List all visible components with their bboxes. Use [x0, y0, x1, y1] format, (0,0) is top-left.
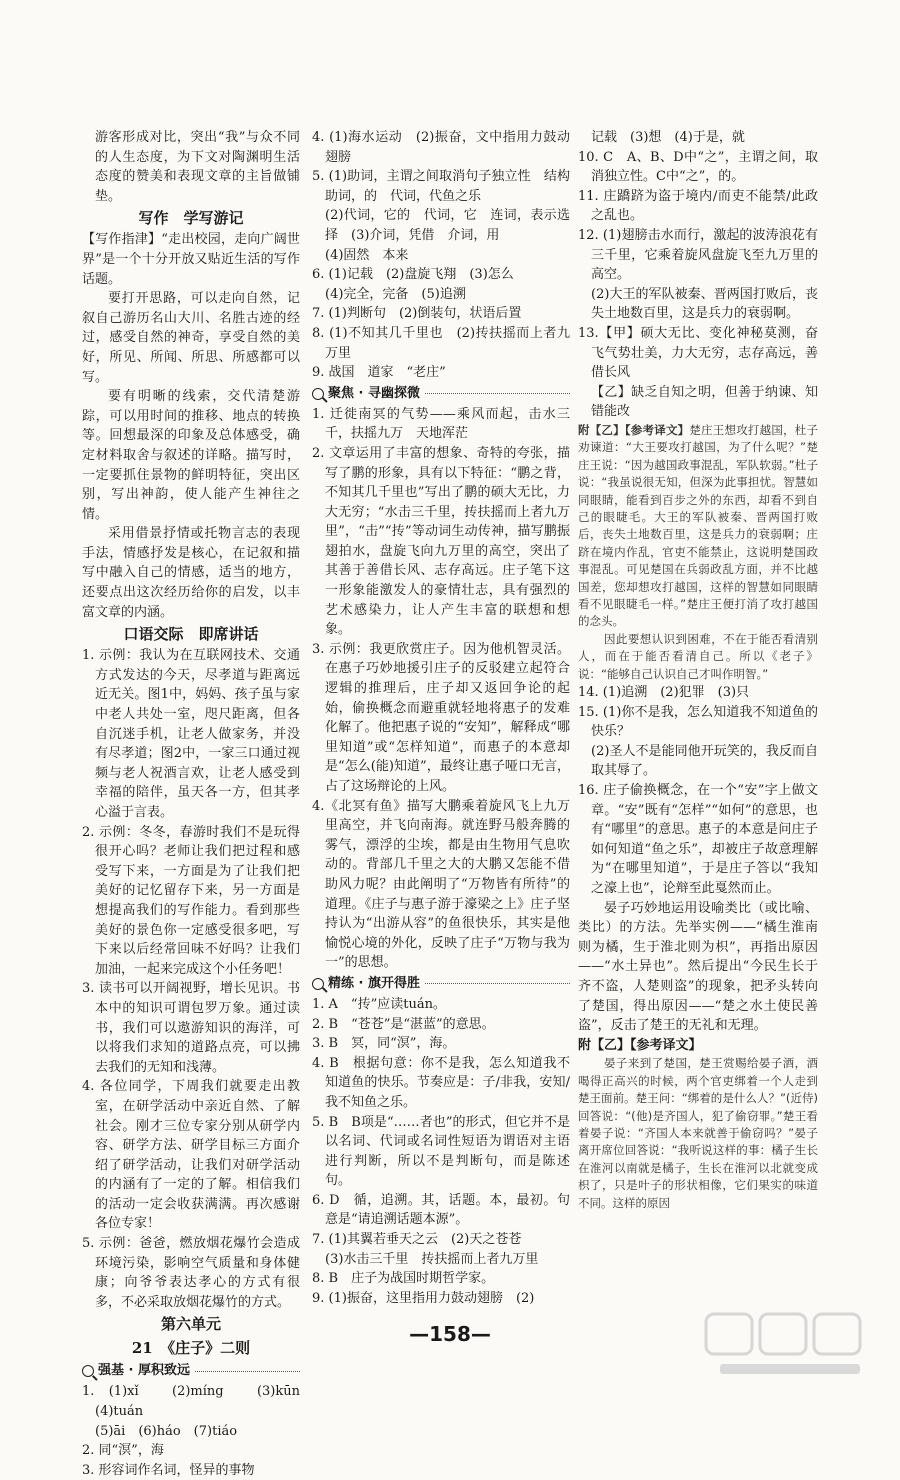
- unit-heading: 第六单元: [160, 1315, 221, 1334]
- answer-item: 4. B 根据句意：你不是我，怎么知道我不知道鱼的快乐。节奏应是：子/非我，安知/我不知鱼之乐。: [312, 1055, 570, 1110]
- magnifier-icon: [312, 388, 324, 400]
- answer-item: 晏子巧妙地运用设喻类比（或比喻、类比）的方法。先举实例——“橘生淮南则为橘，生于淮北则为枳”，再指出原因——“水土异也”。然后提出“今民生长于齐不盗，人楚则盗”的现象，把矛头转向了楚国，得出原因——“楚之水土使民善盗”，反击了楚王的无礼和无理。: [578, 900, 818, 1034]
- answer-item: 10. C A、B、D中“之”，主谓之间，取消独立性。C中“之”，的。: [578, 149, 818, 185]
- answer-item: 9. (1)振奋，这里指用力鼓动翅膀 (2): [312, 1290, 535, 1306]
- answer-item: 4.《北冥有鱼》描写大鹏乘着旋风飞上九万里高空，并飞向南海。就连野马般奔腾的雾气，漂浮的尘埃，都是由生物用气息吹动的。背部几千里之大的大鹏又怎能不借助风力呢？由此阐明了“万物皆有所待”的道理。《庄子与惠子游于濠梁之上》庄子坚持认为“出游从容”的鱼很快乐，其实是他愉悦心境的外化，反映了庄子“万物与我为一”的思想。: [312, 798, 570, 971]
- answer-item: 1. (1)xǐ (2)míng (3)kūn (4)tuán: [82, 1384, 314, 1420]
- section-heading-oral: 口语交际 即席讲话: [123, 625, 259, 644]
- answer-item: 1. 迁徙南冥的气势——乘风而起，击水三千，扶摇九万 天地浑茫: [312, 406, 570, 442]
- translation-label: 附【乙】【参考译文】: [578, 1037, 702, 1053]
- answer-item: (4)固然 本来: [325, 247, 409, 263]
- column-middle: [312, 128, 570, 1308]
- answer-item: 4. (1)海水运动 (2)振奋，文中指用力鼓动翅膀: [312, 130, 570, 165]
- magnifier-icon: [312, 978, 324, 990]
- section-label: 强基 · 厚积致远: [82, 1361, 300, 1381]
- page-number: —158—: [409, 1322, 491, 1346]
- answer-item: 5. (1)助词，主谓之间取消句子独立性 结构助词，的 代词，代鱼之乐: [312, 169, 570, 204]
- writing-paragraph: 要有明晰的线索，交代清楚游踪，可以用时间的推移、地点的转换等。回想最深的印象及总体感受，确定材料取舍与叙述的详略。描写时，一定要抓住景物的鲜明特征，突出区别，写出神韵，使人能产生神往之情。: [82, 389, 300, 522]
- answer-item: 7. (1)判断句 (2)倒装句，状语后置: [312, 306, 522, 322]
- oral-answer: 4. 各位同学，下周我们就要走出教室，在研学活动中亲近自然、了解社会。刚才三位专家分别从研学内容、研学方法、研学目标三方面介绍了研学活动，让我们对研学活动的内涵有了一定的了解。相信我们的活动一定会收获满满。再次感谢各位专家！: [82, 1079, 300, 1232]
- answer-item: (2)代词，它的 代词，它 连词，表示选择 (3)介词，凭借 介词，用: [325, 208, 570, 243]
- column-left: [82, 128, 314, 1480]
- answer-item: 9. 战国 道家 “老庄”: [312, 365, 446, 381]
- translation-text: 附【乙】【参考译文】楚庄王想攻打越国，杜子劝谏道：“大王要攻打越国，为了什么呢？”楚庄王说：“因为越国政事混乱，军队软弱。”杜子说：“我虽说很无知，但深为此事担忧。智慧如同眼睛，能看到百步之外的东西，却看不到自己的眼睫毛。大王的军队被秦、晋两国打败后，丧失土地数百里，这是兵力的衰弱啊；庄跻在境内作乱，官吏不能禁止，这说明楚国政事混乱。可见楚国在兵弱政乱方面，并不比越国差，您却想攻打越国，这样的智慧如同眼睛看不见眼睫毛一样。”楚庄王便打消了攻打越国的念头。: [578, 422, 818, 629]
- answer-item: 12. (1)翅膀击水而行，激起的波涛浪花有三千里，它乘着旋风盘旋飞至九万里的高空。: [578, 227, 818, 283]
- answer-item: 3. 示例：我更欣赏庄子。因为他机智灵活。在惠子巧妙地援引庄子的反驳建立起符合逻辑的推理后，庄子却又返回争论的起始，偷换概念而避重就轻地将惠子的发难化解了。他把惠子说的“安知”，解释成“哪里知道”或“怎样知道”，而惠子的本意却是“怎么(能)知道”，最终让惠子哑口无言，占了这场辩论的上风。: [312, 641, 570, 794]
- section-label: 精练 · 旗开得胜: [312, 974, 570, 994]
- writing-paragraph: 采用借景抒情或托物言志的表现手法，情感抒发是核心，在记叙和描写中融入自己的情感，适当的地方，还要点出这次经历给你的启发，以丰富文章的内涵。: [82, 526, 300, 620]
- answer-item: (4)完全，完备 (5)追溯: [325, 286, 466, 302]
- answer-item: (3)水击三千里 抟扶摇而上者九万里: [325, 1251, 539, 1267]
- answer-text: 游客形成对比，突出“我”与众不同的人生态度，为下文对陶渊明生活态度的赞美和表现文章的主旨做铺垫。: [95, 130, 300, 204]
- column-right: [578, 128, 818, 1212]
- watermark-logo: [700, 1308, 880, 1382]
- section-heading-writing: 写作 学写游记: [138, 209, 244, 228]
- answer-item: 13.【甲】硕大无比、变化神秘莫测，奋飞气势壮美，力大无穷，志存高远，善借长风: [578, 325, 818, 381]
- answer-item: (2)圣人不是能同他开玩笑的，我反而自取其辱了。: [591, 743, 818, 779]
- magnifier-icon: [82, 1365, 94, 1377]
- answer-item: 14. (1)追溯 (2)犯罪 (3)只: [578, 685, 750, 700]
- answer-item: 7. (1)其翼若垂天之云 (2)天之苍苍: [312, 1232, 522, 1248]
- translation-label: 附【乙】【参考译文】: [578, 422, 690, 437]
- answer-item: (2)大王的军队被秦、晋两国打败后，丧失土地数百里，这是兵力的衰弱啊。: [591, 286, 818, 322]
- answer-item: 6. D 循，追溯。其，话题。本，最初。句意是“请追溯话题本源”。: [312, 1192, 570, 1228]
- answer-item: 【乙】缺乏自知之明，但善于纳谏、知错能改: [591, 384, 818, 420]
- translation-text: 晏子来到了楚国，楚王赏赐给晏子酒，酒喝得正高兴的时候，两个官吏绑着一个人走到楚王面前。楚王问：“绑着的是什么人？”(近侍)回答说：“(他)是齐国人，犯了偷窃罪。”楚王看着晏子说：“齐国人本来就善于偷窃吗？”晏子离开席位回答说：“我听说这样的事：橘子生长在淮河以南就是橘子，生长在淮河以北就变成枳了，只是叶子的形状相像，它们果实的味道不同。这样的原因: [578, 1056, 818, 1210]
- oral-answer: 5. 示例：爸爸，燃放烟花爆竹会造成环境污染，影响空气质量和身体健康；向爷爷表达孝心的方式有很多，不必采取放烟花爆竹的方式。: [82, 1236, 300, 1310]
- answer-item: 15. (1)你不是我，怎么知道我不知道鱼的快乐？: [578, 704, 818, 740]
- writing-paragraph: 要打开思路，可以走向自然，记叙自己游历名山大川、名胜古迹的经过，感受自然的神奇，享受自然的美好，所见、所闻、所思、所感都可以写。: [82, 291, 300, 385]
- writing-guide: 【写作指津】“走出校园，走向广阔世界”是一个十分开放又贴近生活的写作话题。: [82, 232, 300, 287]
- oral-answer: 1. 示例：我认为在互联网技术、交通方式发达的今天，尽孝道与距离远近无关。图1中，妈妈、孩子虽与家中老人共处一室，咫尺距离，但各自沉迷手机，让老人做家务，并没有尽孝道；图2中，一家三口通过视频与老人祝酒言欢，让老人感受到幸福的陪伴，虽天各一方，但其孝心溢于言表。: [82, 648, 300, 820]
- answer-item: 3. B 冥，同“溟”，海。: [312, 1036, 456, 1052]
- oral-answer: 2. 示例：冬冬，春游时我们不是玩得很开心吗？老师让我们把过程和感受写下来，一方面是为了让我们把美好的记忆留存下来，另一方面是想提高我们的写作能力。看到那些美好的景色你一定感受很多吧，写下来以后经常回味不好吗？让我们加油，一起来完成这个小任务吧！: [82, 824, 300, 977]
- answer-item: 2. 文章运用了丰富的想象、奇特的夸张，描写了鹏的形象，具有以下特征：“鹏之背，不知其几千里也”写出了鹏的硕大无比，力大无穷；“水击三千里，抟扶摇而上者九万里”，“击”“抟”等动词生动传神，描写鹏振翅拍水，盘旋飞向九万里的高空，突出了其善于善借长风、志存高远。庄子笔下这一形象能激发人的豪情壮志，具有强烈的艺术感染力，让人产生丰富的联想和想象。: [312, 445, 570, 638]
- answer-item: 5. B B项是“……者也”的形式，但它并不是以名词、代词或名词性短语为谓语对主语进行判断，所以不是判断句，而是陈述句。: [312, 1114, 570, 1189]
- answer-item: 记载 (3)想 (4)于是，就: [591, 130, 745, 145]
- oral-answer: 3. 读书可以开阔视野，增长见识。书本中的知识可谓包罗万象。通过读书，我们可以遨游知识的海洋，可以将我们求知的道路点亮，可以拂去我们的无知和浅薄。: [82, 981, 300, 1075]
- answer-item: 16. 庄子偷换概念，在一个“安”字上做文章。“安”既有“怎样”“如何”的意思，也有“哪里”的意思。惠子的本意是问庄子如何知道“鱼之乐”，却被庄子故意理解为“在哪里知道”，于是庄子答以“我知之濠上也”，论辩至此戛然而止。: [578, 782, 818, 896]
- answer-item: 2. 同“溟”，海: [82, 1443, 164, 1459]
- section-label: 聚焦 · 寻幽探微: [312, 384, 570, 404]
- answer-item: 2. B “苍苍”是“湛蓝”的意思。: [312, 1016, 495, 1032]
- translation-text: 因此要想认识到困难，不在于能否看清别人，而在于能否看清自己。所以《老子》说：“能够自己认识自己才叫作明智。”: [578, 631, 818, 681]
- answer-item: 8. B 庄子为战国时期哲学家。: [312, 1271, 495, 1287]
- lesson-heading: 21 《庄子》二则: [131, 1339, 251, 1358]
- answer-item: (5)āi (6)háo (7)tiáo: [95, 1423, 238, 1439]
- answer-item: 8. (1)不知其几千里也 (2)抟扶摇而上者九万里: [312, 325, 570, 361]
- answer-item: 3. 形容词作名词，怪异的事物: [82, 1462, 255, 1478]
- answer-item: 6. (1)记载 (2)盘旋飞翔 (3)怎么: [312, 267, 514, 283]
- answer-item: 11. 庄蹻跻为盗于境内/而吏不能禁/此政之乱也。: [578, 188, 818, 224]
- answer-item: 1. A “抟”应读tuán。: [312, 996, 446, 1012]
